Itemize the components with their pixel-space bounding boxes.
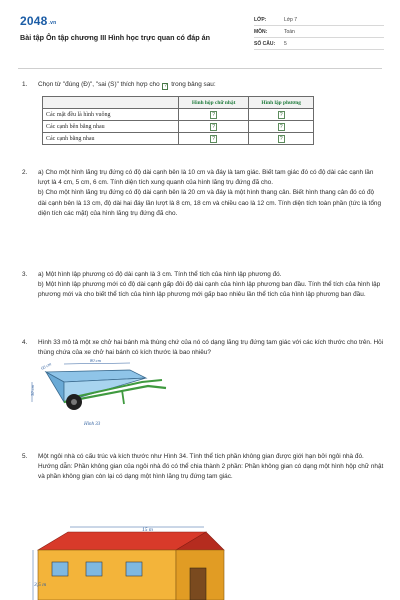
meta-label: MÔN:	[254, 28, 268, 35]
question-number: 5.	[22, 453, 28, 460]
dim-label-length: 15 m	[142, 527, 153, 533]
window	[52, 562, 68, 576]
table-cell-label: Các mặt đều là hình vuông	[43, 109, 179, 121]
question-hint: Hướng dẫn: Phần không gian của ngôi nhà đó có thể chia thành 2 phần: Phần không gian có dạng một hình hộp chữ nhật và phần không gian còn lại có dạng một hình lăng trụ đứng tam giác.	[38, 463, 384, 481]
table-cell	[249, 109, 314, 121]
header-divider	[18, 68, 382, 69]
meta-value: 5	[284, 40, 287, 47]
answer-box[interactable]: ?	[212, 123, 216, 130]
question-text: Một ngôi nhà có cấu trúc và kích thước như Hình 34. Tính thể tích phần không gian được giới hạn bởi ngôi nhà đó.	[38, 453, 364, 460]
question-number: 4.	[22, 339, 28, 346]
window	[126, 562, 142, 576]
answer-box[interactable]: ?	[212, 111, 216, 118]
question-part-b: b) Cho một hình lăng trụ đứng có độ dài cạnh bên là 20 cm và đáy là một hình thang cân. Biết hình thang cân đó có độ dài cạnh bên là 13 cm, độ dài hai đáy lần lượt là 8 cm, 18 cm và chiều cao là 12 cm. Tính diện tích toàn phần (tức là tổng diện tích các mặt) của hình lăng trụ đứng đã cho.	[38, 189, 382, 217]
table-header	[43, 97, 179, 109]
question-part-a: a) Cho một hình lăng trụ đứng có độ dài cạnh bên là 10 cm và đáy là tam giác. Biết tam giác đó có độ dài các cạnh lần lượt là 4 cm, 5 cm, 6 cm. Tính diện tích xung quanh của hình lăng trụ đứng đã cho.	[38, 169, 374, 187]
logo-text: 2048	[20, 14, 48, 28]
question-number: 1.	[22, 81, 28, 88]
window	[86, 562, 102, 576]
table-header: Hình hộp chữ nhật	[179, 97, 249, 109]
table-cell	[249, 121, 314, 133]
wheelbarrow-leg	[122, 390, 124, 404]
page-title: Bài tập Ôn tập chương III Hình học trực quan có đáp án	[20, 33, 211, 42]
question-text: trong bảng sau:	[171, 81, 216, 88]
question-text: Hình 33 mô tả một xe chở hai bánh mà thùng chứ của nó có dạng lăng trụ đứng tam giác với các kích thước cho trên. Hỏi thùng chứa của xe chở hai bánh có kích thước là bao nhiêu?	[38, 339, 384, 357]
dim-label-height: 3,5 m	[34, 582, 47, 588]
table-row	[43, 121, 314, 133]
meta-label: SỐ CÂU:	[254, 40, 276, 47]
table-row	[43, 109, 314, 121]
meta-value: Lớp 7	[284, 16, 298, 23]
true-false-table	[42, 96, 314, 145]
wheelbarrow-figure	[30, 358, 170, 414]
table-cell	[179, 121, 249, 133]
meta-value: Toán	[284, 28, 295, 35]
table-cell	[179, 109, 249, 121]
meta-row-class	[254, 14, 384, 26]
figure-caption: Hình 33	[84, 422, 101, 427]
meta-row-subject	[254, 26, 384, 38]
question-number: 2.	[22, 169, 28, 176]
meta-row-count	[254, 38, 384, 50]
question-5	[22, 452, 384, 483]
question-3	[22, 270, 384, 301]
table-cell	[179, 133, 249, 145]
question-1	[22, 80, 384, 90]
meta-panel	[254, 14, 384, 50]
table-header-row	[43, 97, 314, 109]
question-number: 3.	[22, 271, 28, 278]
table-header: Hình lập phương	[249, 97, 314, 109]
question-text: Chọn từ "đúng (Đ)", "sai (S)" thích hợp cho	[38, 81, 160, 88]
dim-label-slant: 60 cm	[40, 361, 53, 371]
door	[190, 568, 206, 600]
document-header	[18, 12, 386, 60]
answer-box[interactable]: ?	[279, 135, 283, 142]
question-2	[22, 168, 384, 219]
question-part-b: b) Một hình lập phương mới có độ dài cạnh gấp đôi độ dài cạnh của hình lập phương ban đầu. Tính thể tích của hình lập phương mới và cho biết thể tích của hình lập phương mới gấp bao nhiêu lần thể tích của hình lập phương ban đầu.	[38, 281, 381, 299]
dim-label-length: 80 cm	[90, 358, 101, 363]
dimension-line	[64, 363, 130, 364]
house-figure	[30, 524, 230, 600]
logo-suffix: .vn	[48, 20, 57, 26]
wheel-hub	[71, 399, 77, 405]
table-cell-label: Các cạnh bên bằng nhau	[43, 121, 179, 133]
question-4	[22, 338, 384, 358]
answer-box[interactable]: ?	[212, 135, 216, 142]
table-row	[43, 133, 314, 145]
answer-box[interactable]: ?	[279, 123, 283, 130]
table-cell-label: Các cạnh bằng nhau	[43, 133, 179, 145]
question-mark-icon: ?	[164, 83, 167, 89]
table-cell	[249, 133, 314, 145]
dim-label-height: 30 cm	[30, 385, 35, 396]
meta-label: LỚP:	[254, 16, 267, 23]
answer-box[interactable]: ?	[279, 111, 283, 118]
site-logo[interactable]	[20, 14, 56, 28]
question-part-a: a) Một hình lập phương có độ dài cạnh là 3 cm. Tính thể tích của hình lập phương đó.	[38, 271, 282, 278]
